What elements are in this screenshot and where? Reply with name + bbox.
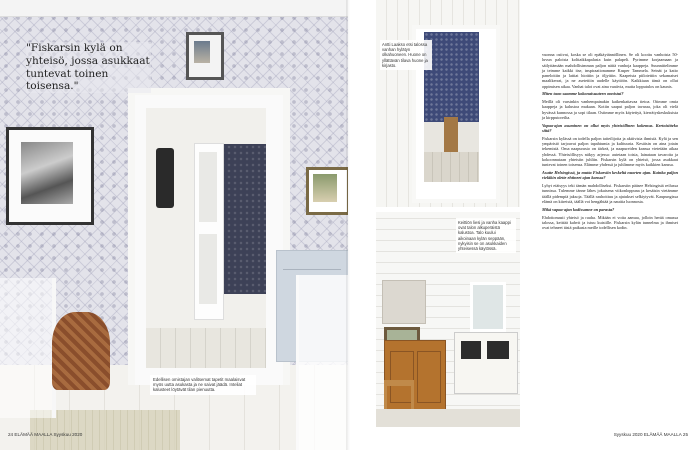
white-chair-left [0,278,56,418]
article-paragraph: vuonna ostivat, koska se oli epäkäytännöllinen. Se oli koottu vanhoista 50-luvun paloista kolttaikkapalasta kuin palapeli. Pyrimme korjaamaan ja säilyttämään mahdollisimman paljon näitä vanhoja kaappeja. Suunnittelimme ja teimme kaikki itse, inspiraationamme Kasper Tammela. Seinät ja katto paneloitiin ja lattiat hiottiin ja öljyttiin. Kaapeista piilotettiin sekamaiset maalikerrat, ja ne asetettiin uudelle käyttöön. Kaikkiaan tämä on ollut oppimisen aikaa. Vanhat talot ovat aina vaativia, mutta lopputulos on kaunis. [542,52,678,89]
article-paragraph: Lyhyt etäisyys teki tämän mahdolliseksi. Fiskarsiin pääsee Helsingistä reilussa tunnissa. Tulemme tänne lähes jokaisena viikonloppuna ja kesäisin vietämme täällä pidempiä jaksoja. Täällä rauhoittuu ja ajatukset selkiytyvät. Kaupungissa elämä on kiireistä, täällä voi hengähtää ja nauttia luonnosta. [542,183,678,204]
photo-caption-door: Edellisen omistajan valitsemat tapetit maalaisvat myös uutta asukasta ja ne saivat jäädä. Inteliat kalusteet löytävät tilan pienuutta. [150,375,256,395]
article-question: Asutte Helsingissä, ja mutta Fiskarsiin keskeltä nuorten ajan. Kuinka paljon vieläkin olette ehtineet ajan kanssa? [542,169,678,181]
inner-room-view [146,108,266,368]
photo-caption-bottom: Keittiön liesi ja vanha kaappi ovat talon alkuperäistä kalustoa. Talo kuului aikoinaan kylän seppään, nykyisin se on asukkaiden yhteisessä käytössä. [456,218,516,253]
page-footer-left: 24 ELÄMÄÄ MAALLA Syyskuu 2020 [8,432,83,437]
kitchen-floor [376,409,520,427]
article-paragraph: Ehdottomasti yhteisö ja rauha. Mikään ei voita aamua, jolloin herää omassa talossa, keittää kahvit ja istuu kuistille. Fiskarsin kylän tunnelma ja ihmiset ovat tehneet tästä paikasta meille todellisen kodin. [542,214,678,230]
hanging-coat [156,148,174,208]
photo-caption-top: Antti Laakso etsi talossa vanhan hylätyn olkahuoneen. Huone on yllättävän tilava huone ja kirjasto. [380,40,432,70]
wooden-chair [444,117,458,157]
framed-artwork-top [186,32,224,80]
page-footer-right: Syyskuu 2020 ELÄMÄÄ MAALLA 25 [613,432,688,437]
room-floor [424,152,479,182]
kitchen-shelf [382,280,426,324]
pull-quote: "Fiskarsin kylä on yhteisö, jossa asukkaat tuntevat toinen toisensa." [26,42,150,93]
kitchen-window [470,282,506,332]
white-chair-right [296,275,348,450]
inner-floor [146,328,266,368]
blue-wallpaper-room [424,32,479,182]
paneled-door [194,143,224,320]
article-paragraph: Meillä oli varsinkin vanhempainakin kaikenkattavaa tietoa. Otimme omia kaappeja ja kalustoa mukaan. Kotiin saapui paljon tavaraa, joka oli vielä hyvässä kunnossa ja sopi tilaan. Ostimme myös käytettyä, kierrätyskeskuksista ja kirpputoreilta. [542,99,678,120]
article-paragraph: Fiskarsin kylässä on todella paljon taiteilijoita ja aktiivisia ihmisiä. Kylä ja sen ympäristö tarjoavat paljon tapahtumia ja kulttuuria. Kesäisin on aina jotain tekemistä. Oma naapurusto on tärkeä, ja naapureiden kanssa vietetään aikaa yhdessä. Yhteisöllisyys näkyy arjessa: autetaan toisia, lainataan tavaroita ja kokoonnutaan yhteisiin juhliin. Fiskarsin kylä on yhteisö, jossa asukkaat tuntevat toinen toisensa. Elämme yhdessä ja juhlimme myös kaikkien kanssa. [542,135,678,168]
article-question: Vapaa-ajan asuminen on ollut myös yhteisöllinen kokemus. Kertoisitteko siitä? [542,122,678,134]
article-body [542,52,678,233]
wood-stove [454,332,518,394]
photo-hallway-door [376,0,520,207]
wicker-basket [52,312,110,390]
article-question: Miten tuon saamme kokonaisuuteen onnistui? [542,91,624,97]
article-question: Mikä vapaa-ajan kodissanne on parasta? [542,206,615,212]
page-gutter [346,0,350,450]
framed-artwork-right [306,167,348,215]
ceiling [0,0,348,17]
blue-wallpaper [424,32,479,122]
framed-artwork-left [6,127,94,225]
